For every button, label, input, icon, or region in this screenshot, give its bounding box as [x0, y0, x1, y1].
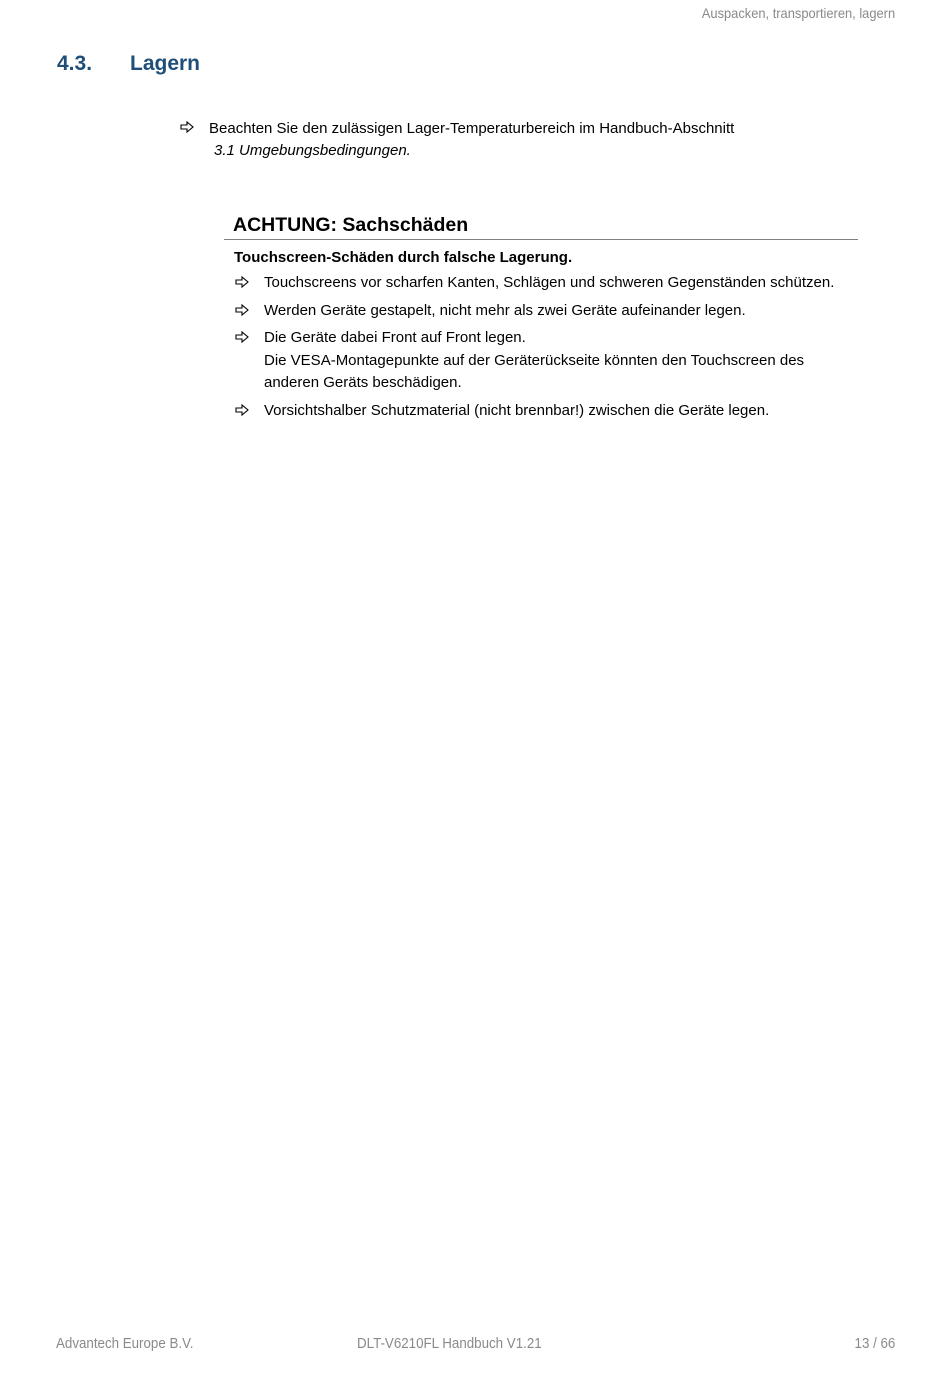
section-title: Lagern [130, 52, 201, 75]
intro-reference[interactable]: 3.1 Umgebungsbedingungen. [214, 142, 411, 159]
chapter-title: Auspacken, transportieren, lagern [701, 5, 895, 21]
warning-item [224, 272, 858, 295]
warning-item-text: Touchscreens vor scharfen Kanten, Schlägen und schweren Gegenständen schützen. [264, 274, 835, 291]
warning-list [224, 272, 858, 422]
footer-company: Advantech Europe B.V. [56, 1336, 194, 1352]
warning-item-note: Die VESA-Montagepunkte auf der Geräterückseite könnten den Touchscreen des anderen Geräts beschädigen. [264, 351, 805, 391]
section-heading [57, 52, 200, 76]
warning-item [224, 400, 858, 423]
warning-item [224, 327, 858, 395]
warning-box [224, 214, 858, 427]
warning-item-text: Die Geräte dabei Front auf Front legen. [264, 329, 526, 346]
running-header [702, 5, 895, 21]
intro-instruction [180, 118, 820, 162]
warning-item [224, 300, 858, 323]
arrow-right-icon [235, 276, 249, 288]
warning-title: ACHTUNG: Sachschäden [224, 214, 858, 240]
section-number: 4.3. [57, 52, 93, 75]
arrow-right-icon [180, 121, 194, 133]
warning-item-text: Werden Geräte gestapelt, nicht mehr als zwei Geräte aufeinander legen. [264, 301, 746, 319]
warning-item-text: Vorsichtshalber Schutzmaterial (nicht brennbar!) zwischen die Geräte legen. [264, 401, 770, 419]
footer-document: DLT-V6210FL Handbuch V1.21 [357, 1336, 542, 1352]
intro-text: Beachten Sie den zulässigen Lager-Temperaturbereich im Handbuch-Abschnitt [209, 120, 735, 137]
arrow-right-icon [235, 331, 249, 343]
warning-subtitle: Touchscreen-Schäden durch falsche Lagerung. [234, 249, 573, 266]
arrow-right-icon [235, 404, 249, 416]
arrow-right-icon [235, 304, 249, 316]
footer-page-number: 13 / 66 [854, 1336, 895, 1352]
